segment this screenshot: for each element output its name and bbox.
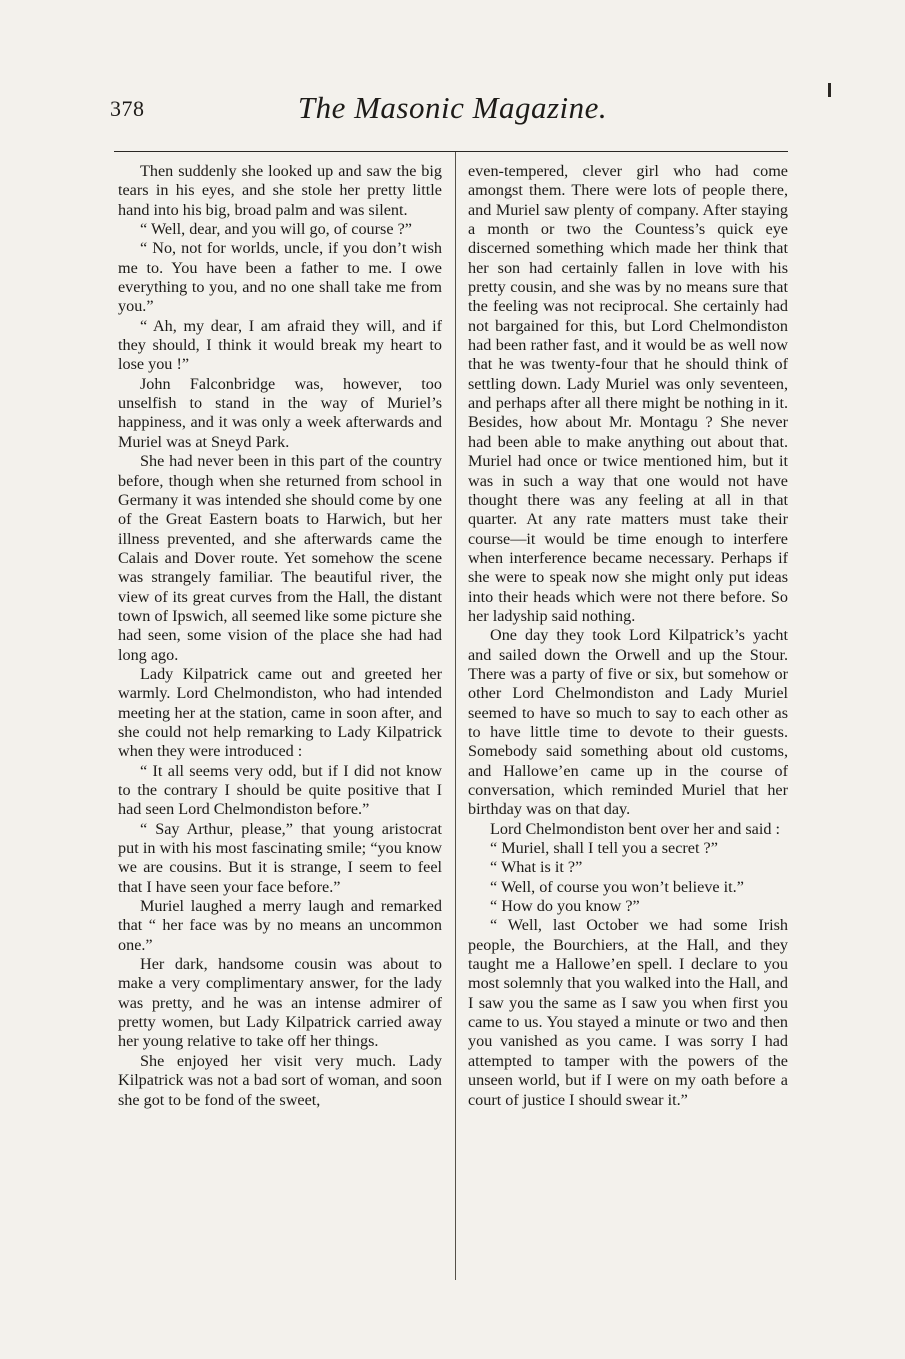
paragraph: Lady Kilpatrick came out and greeted her warmly. Lord Chelmondiston, who had intended meeting her at the station, came in soon after, and she could not help remarking to Lady Kilpatrick when they were introduced : — [118, 664, 442, 761]
printer-mark — [828, 83, 831, 97]
paragraph: “ It all seems very odd, but if I did not know to the contrary I should be quite positive that I had seen Lord Chelmondiston before.” — [118, 761, 442, 819]
page-number: 378 — [110, 96, 145, 121]
header-rule — [114, 151, 788, 152]
left-column — [118, 162, 442, 1110]
paragraph: “ Well, of course you won’t believe it.” — [490, 877, 744, 896]
paragraph: “ How do you know ?” — [490, 897, 640, 916]
paragraph: “ Muriel, shall I tell you a secret ?” — [490, 839, 718, 858]
paragraph: John Falconbridge was, however, too unselfish to stand in the way of Muriel’s happiness, and it was only a week afterwards and Muriel was at Sneyd Park. — [118, 374, 442, 451]
paragraph: even-tempered, clever girl who had come amongst them. There were lots of people there, and Muriel saw plenty of company. After staying a month or two the Countess’s quick eye discerned something which made her think that her son had certainly fallen in love with his pretty cousin, and she was by no means sure that the feeling was not reciprocal. She certainly had not bargained for this, but Lord Chelmondiston had been rather fast, and it would be as well now that he was twenty-four that he should think of settling down. Lady Muriel was only seventeen, and perhaps after all there might be nothing in it. Besides, how about Mr. Montagu ? She never had been able to make anything out about that. Muriel had once or twice mentioned him, but it was in such a way that one would not have thought there was any feeling at all in that quarter. At any rate matters must take their course—it would be time enough to interfere when interference became necessary. Perhaps if she were to speak now she might only put ideas into their heads which were not there before. So her ladyship said nothing. — [468, 162, 788, 625]
paragraph: She had never been in this part of the country before, though when she returned from school in Germany it was intended she should come by one of the Great Eastern boats to Harwich, but her illness prevented, and she afterwards came the Calais and Dover route. Yet somehow the scene was strangely familiar. The beautiful river, the view of its great curves from the Hall, the distant town of Ipswich, all seemed like some picture she had seen, some vision of the place she had had long ago. — [118, 452, 442, 664]
paragraph: “ No, not for worlds, uncle, if you don’t wish me to. You have been a father to me. I owe everything to you, and no one shall take me from you.” — [118, 239, 442, 316]
paragraph: One day they took Lord Kilpatrick’s yacht and sailed down the Orwell and up the Stour. There was a party of five or six, but somehow or other Lord Chelmondiston and Lady Muriel seemed to have so much to say to each other as to have little time to devote to their guests. Somebody said something about old customs, and Hallowe’en came up in the course of conversation, which reminded Muriel that her birthday was on that day. — [468, 626, 788, 819]
paragraph: Muriel laughed a merry laugh and remarked that “ her face was by no means an uncommon one.” — [118, 897, 442, 954]
paragraph: Her dark, handsome cousin was about to make a very complimentary answer, for the lady was pretty, and he was an intense admirer of pretty women, but Lady Kilpatrick carried away her young relative to take off her things. — [118, 955, 442, 1051]
paragraph: “ Ah, my dear, I am afraid they will, and if they should, I think it would break my heart to lose you !” — [118, 316, 442, 374]
paragraph: “ What is it ?” — [490, 858, 583, 877]
right-column — [468, 162, 788, 1110]
paragraph: Lord Chelmondiston bent over her and said : — [490, 819, 780, 838]
paragraph: Then suddenly she looked up and saw the big tears in his eyes, and she stole her pretty little hand into his big, broad palm and was silent. — [118, 162, 442, 219]
paragraph: She enjoyed her visit very much. Lady Kilpatrick was not a bad sort of woman, and soon she got to be fond of the sweet, — [118, 1051, 442, 1109]
running-head: The Masonic Magazine. — [297, 90, 608, 125]
column-divider — [455, 152, 456, 1280]
paragraph: “ Well, last October we had some Irish people, the Bourchiers, at the Hall, and they taught me a Hallowe’en spell. I declare to you most solemnly that you walked into the Hall, and I saw you the same as I saw you when first you came to us. You stayed a minute or two and then you vanished as you came. I was sorry I had attempted to tamper with the powers of the unseen world, but if I were on my oath before a court of justice I should swear it.” — [468, 916, 788, 1109]
paragraph: “ Well, dear, and you will go, of course ?” — [140, 220, 412, 239]
paragraph: “ Say Arthur, please,” that young aristocrat put in with his most fascinating smile; “you know we are cousins. But it is strange, I seem to feel that I have seen your face before.” — [118, 819, 442, 896]
